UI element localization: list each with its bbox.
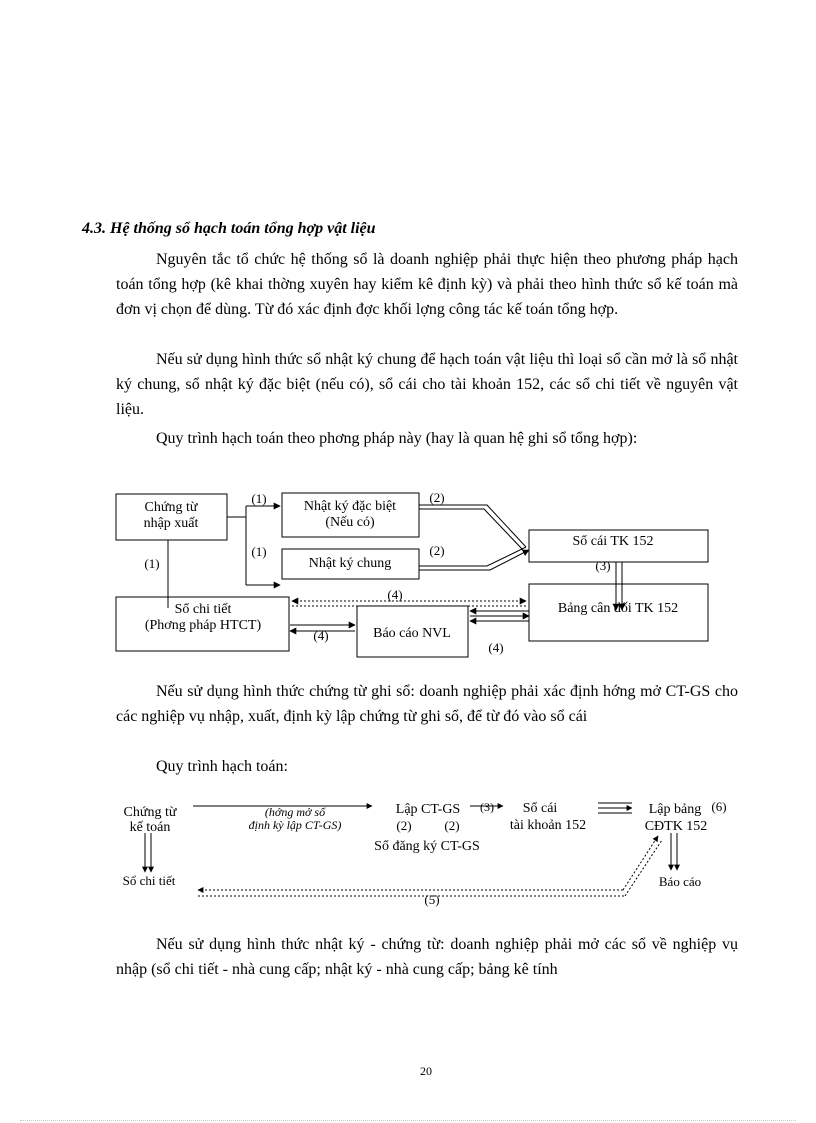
footer-rule bbox=[20, 1120, 796, 1121]
label-3: (3) bbox=[595, 558, 611, 573]
d2-label-2b: (2) bbox=[444, 818, 460, 833]
text-nk-chung: Nhật ký chung bbox=[308, 556, 392, 571]
text-so-chi-tiet-1: Sổ chi tiết bbox=[174, 602, 232, 617]
text-chung-tu-1: Chứng từ bbox=[144, 500, 198, 515]
paragraph-general-journal: Nếu sử dụng hình thức sổ nhật ký chung để hạch toán vật liệu thì loại sổ cần mở là sổ nhật ký chung, sổ nhật ký đặc biệt (nếu có), sổ cái cho tài khoản 152, các sổ chi tiết về nguyên vật liệu. bbox=[116, 351, 738, 418]
text-bao-cao-nvl: Báo cáo NVL bbox=[373, 626, 451, 641]
label-4b: (4) bbox=[313, 628, 329, 643]
text-chung-tu-2: nhập xuất bbox=[143, 516, 199, 531]
d2-huong-1: (hớng mở sổ bbox=[264, 805, 326, 819]
text-so-cai: Sổ cái TK 152 bbox=[572, 534, 654, 549]
d2-label-5: (5) bbox=[424, 892, 440, 907]
paragraph-ct-gs: Nếu sử dụng hình thức chứng từ ghi sổ: doanh nghiệp phải xác định hớng mở CT-GS cho các nghiệp vụ nhập, xuất, định kỳ lập chứng từ ghi sổ, để từ đó vào sổ cái bbox=[116, 683, 738, 725]
label-4a: (4) bbox=[387, 587, 403, 602]
text-nk-dac-biet-1: Nhật ký đặc biệt bbox=[303, 499, 397, 514]
d2-chung-tu-1: Chứng từ bbox=[123, 805, 177, 820]
section-heading: 4.3. Hệ thống sổ hạch toán tổng hợp vật liệu bbox=[82, 220, 376, 237]
d2-so-cai-2: tài khoản 152 bbox=[509, 818, 587, 833]
d2-so-cai-1: Sổ cái bbox=[522, 801, 558, 816]
d2-label-2a: (2) bbox=[396, 818, 412, 833]
label-1c: (1) bbox=[144, 556, 160, 571]
label-1b: (1) bbox=[251, 544, 267, 559]
label-2b: (2) bbox=[429, 543, 445, 558]
d2-so-chi-tiet: Sổ chi tiết bbox=[122, 873, 176, 888]
d2-lap-bang-1: Lập bảng bbox=[648, 802, 702, 817]
d2-label-6: (6) bbox=[711, 799, 727, 814]
d2-lap-ctgs: Lập CT-GS bbox=[395, 802, 461, 817]
d2-huong-2: định kỳ lập CT-GS) bbox=[248, 818, 342, 832]
label-1a: (1) bbox=[251, 491, 267, 506]
text-bang-can-doi: Bảng cân đối TK 152 bbox=[557, 601, 679, 616]
text-so-chi-tiet-2: (Phơng pháp HTCT) bbox=[144, 618, 262, 633]
text-nk-dac-biet-2: (Nếu có) bbox=[325, 515, 375, 530]
paragraph-process-intro: Quy trình hạch toán theo phơng pháp này (hay là quan hệ ghi sổ tổng hợp): bbox=[156, 430, 638, 447]
page-number: 20 bbox=[420, 1064, 432, 1078]
paragraph-process-label: Quy trình hạch toán: bbox=[156, 758, 288, 775]
d2-so-dang-ky: Sổ đăng ký CT-GS bbox=[374, 839, 480, 854]
d2-bao-cao: Báo cáo bbox=[658, 874, 702, 889]
d2-chung-tu-2: kế toán bbox=[129, 820, 171, 835]
paragraph-principle: Nguyên tắc tổ chức hệ thống sổ là doanh nghiệp phải thực hiện theo phương pháp hạch toán tổng hợp (kê khai thờng xuyên hay kiểm kê định kỳ) và phải theo hình thức sổ kế toán mà đơn vị chọn để dùng. Từ đó xác định đợc khối lợng công tác kế toán tổng hợp. bbox=[116, 251, 738, 318]
d2-label-3: (3) bbox=[480, 800, 494, 814]
label-4c: (4) bbox=[488, 640, 504, 655]
paragraph-nk-ct: Nếu sử dụng hình thức nhật ký - chứng từ: doanh nghiệp phải mở các sổ về nghiệp vụ nhập (sổ chi tiết - nhà cung cấp; nhật ký - nhà cung cấp; bảng kê tính bbox=[116, 936, 738, 978]
d2-lap-bang-2: CĐTK 152 bbox=[644, 819, 708, 834]
label-2a: (2) bbox=[429, 490, 445, 505]
